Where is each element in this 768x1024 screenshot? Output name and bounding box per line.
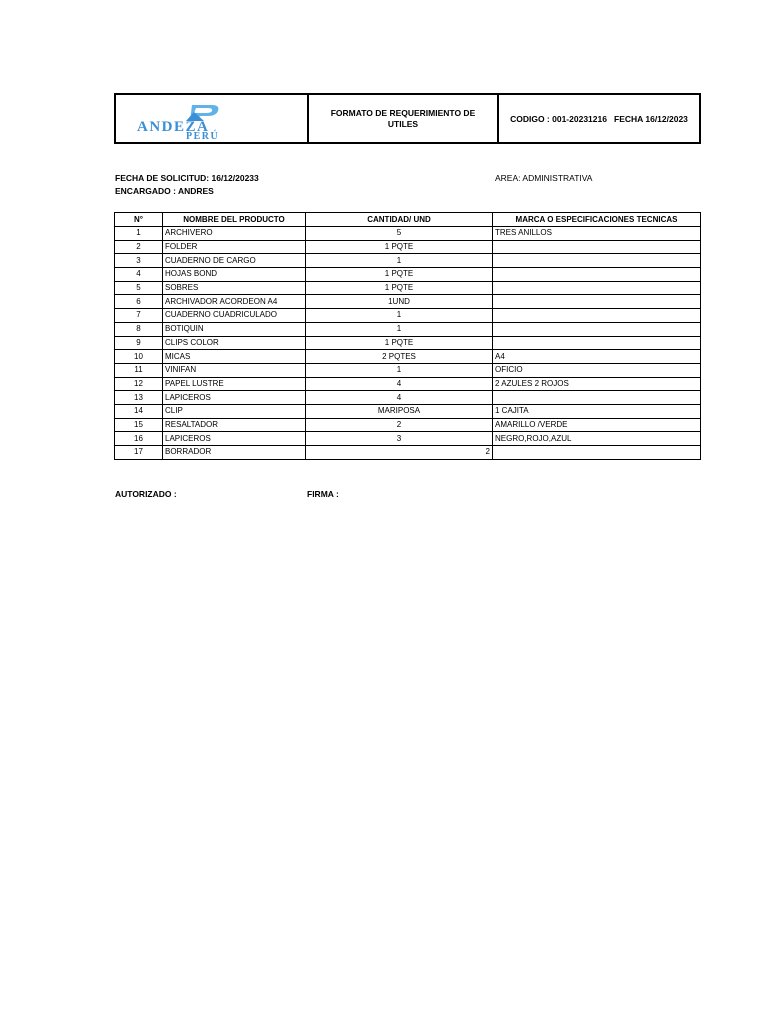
form-header bbox=[114, 93, 701, 144]
quantity: 1UND bbox=[306, 295, 493, 309]
table-row bbox=[115, 432, 701, 446]
specification bbox=[493, 309, 701, 323]
person-in-charge: ENCARGADO : ANDRES bbox=[115, 186, 214, 196]
quantity: 4 bbox=[306, 391, 493, 405]
quantity: 1 PQTE bbox=[306, 281, 493, 295]
quantity: MARIPOSA bbox=[306, 404, 493, 418]
quantity: 1 PQTE bbox=[306, 240, 493, 254]
row-number: 11 bbox=[115, 363, 163, 377]
specification: NEGRO,ROJO,AZUL bbox=[493, 432, 701, 446]
table-row bbox=[115, 404, 701, 418]
row-number: 5 bbox=[115, 281, 163, 295]
table-row bbox=[115, 336, 701, 350]
request-date: FECHA DE SOLICITUD: 16/12/20233 bbox=[115, 173, 259, 183]
table-row bbox=[115, 446, 701, 460]
logo-text-line2: PERÚ bbox=[186, 131, 220, 141]
specification: AMARILLO /VERDE bbox=[493, 418, 701, 432]
row-number: 7 bbox=[115, 309, 163, 323]
product-name: CLIPS COLOR bbox=[163, 336, 306, 350]
product-name: RESALTADOR bbox=[163, 418, 306, 432]
signature-label: FIRMA : bbox=[307, 489, 339, 499]
table-row bbox=[115, 363, 701, 377]
quantity: 1 PQTE bbox=[306, 336, 493, 350]
table-row bbox=[115, 227, 701, 241]
specification bbox=[493, 446, 701, 460]
specification bbox=[493, 322, 701, 336]
specification: OFICIO bbox=[493, 363, 701, 377]
product-name: BOTIQUIN bbox=[163, 322, 306, 336]
area-label: AREA: ADMINISTRATIVA bbox=[495, 173, 593, 183]
table-row bbox=[115, 391, 701, 405]
specification: 2 AZULES 2 ROJOS bbox=[493, 377, 701, 391]
andeza-logo-icon bbox=[134, 101, 289, 141]
column-header-quantity: CANTIDAD/ UND bbox=[306, 213, 493, 227]
table-row bbox=[115, 309, 701, 323]
table-row bbox=[115, 295, 701, 309]
row-number: 8 bbox=[115, 322, 163, 336]
table-row bbox=[115, 240, 701, 254]
row-number: 14 bbox=[115, 404, 163, 418]
row-number: 16 bbox=[115, 432, 163, 446]
product-name: VINIFAN bbox=[163, 363, 306, 377]
row-number: 6 bbox=[115, 295, 163, 309]
product-name: LAPICEROS bbox=[163, 391, 306, 405]
quantity: 1 bbox=[306, 254, 493, 268]
authorized-label: AUTORIZADO : bbox=[115, 489, 177, 499]
specification bbox=[493, 391, 701, 405]
table-row bbox=[115, 377, 701, 391]
specification bbox=[493, 240, 701, 254]
column-header-product: NOMBRE DEL PRODUCTO bbox=[163, 213, 306, 227]
specification bbox=[493, 336, 701, 350]
row-number: 12 bbox=[115, 377, 163, 391]
company-logo bbox=[116, 95, 309, 142]
items-table bbox=[114, 212, 701, 460]
logo-text-line1: ANDEZA bbox=[137, 119, 210, 135]
product-name: CUADERNO DE CARGO bbox=[163, 254, 306, 268]
table-row bbox=[115, 418, 701, 432]
row-number: 3 bbox=[115, 254, 163, 268]
quantity: 1 bbox=[306, 363, 493, 377]
quantity: 4 bbox=[306, 377, 493, 391]
quantity: 1 bbox=[306, 309, 493, 323]
quantity: 3 bbox=[306, 432, 493, 446]
quantity: 1 bbox=[306, 322, 493, 336]
row-number: 15 bbox=[115, 418, 163, 432]
row-number: 1 bbox=[115, 227, 163, 241]
product-name: FOLDER bbox=[163, 240, 306, 254]
specification: TRES ANILLOS bbox=[493, 227, 701, 241]
quantity: 2 bbox=[306, 446, 493, 460]
row-number: 4 bbox=[115, 268, 163, 282]
specification bbox=[493, 295, 701, 309]
product-name: HOJAS BOND bbox=[163, 268, 306, 282]
table-row bbox=[115, 268, 701, 282]
product-name: SOBRES bbox=[163, 281, 306, 295]
product-name: CLIP bbox=[163, 404, 306, 418]
specification: 1 CAJITA bbox=[493, 404, 701, 418]
specification bbox=[493, 254, 701, 268]
specification bbox=[493, 281, 701, 295]
product-name: ARCHIVERO bbox=[163, 227, 306, 241]
specification bbox=[493, 268, 701, 282]
row-number: 9 bbox=[115, 336, 163, 350]
column-header-number: N° bbox=[115, 213, 163, 227]
table-header-row bbox=[115, 213, 701, 227]
quantity: 2 bbox=[306, 418, 493, 432]
product-name: PAPEL LUSTRE bbox=[163, 377, 306, 391]
table-row bbox=[115, 281, 701, 295]
specification: A4 bbox=[493, 350, 701, 364]
form-code-and-date: CODIGO : 001-20231216 FECHA 16/12/2023 bbox=[510, 113, 688, 124]
form-title: FORMATO DE REQUERIMIENTO DE UTILES bbox=[309, 95, 499, 142]
quantity: 2 PQTES bbox=[306, 350, 493, 364]
row-number: 2 bbox=[115, 240, 163, 254]
row-number: 17 bbox=[115, 446, 163, 460]
table-row bbox=[115, 350, 701, 364]
quantity: 5 bbox=[306, 227, 493, 241]
product-name: MICAS bbox=[163, 350, 306, 364]
product-name: ARCHIVADOR ACORDEON A4 bbox=[163, 295, 306, 309]
product-name: CUADERNO CUADRICULADO bbox=[163, 309, 306, 323]
column-header-specs: MARCA O ESPECIFICACIONES TECNICAS bbox=[493, 213, 701, 227]
row-number: 13 bbox=[115, 391, 163, 405]
product-name: LAPICEROS bbox=[163, 432, 306, 446]
product-name: BORRADOR bbox=[163, 446, 306, 460]
table-row bbox=[115, 322, 701, 336]
row-number: 10 bbox=[115, 350, 163, 364]
quantity: 1 PQTE bbox=[306, 268, 493, 282]
table-row bbox=[115, 254, 701, 268]
